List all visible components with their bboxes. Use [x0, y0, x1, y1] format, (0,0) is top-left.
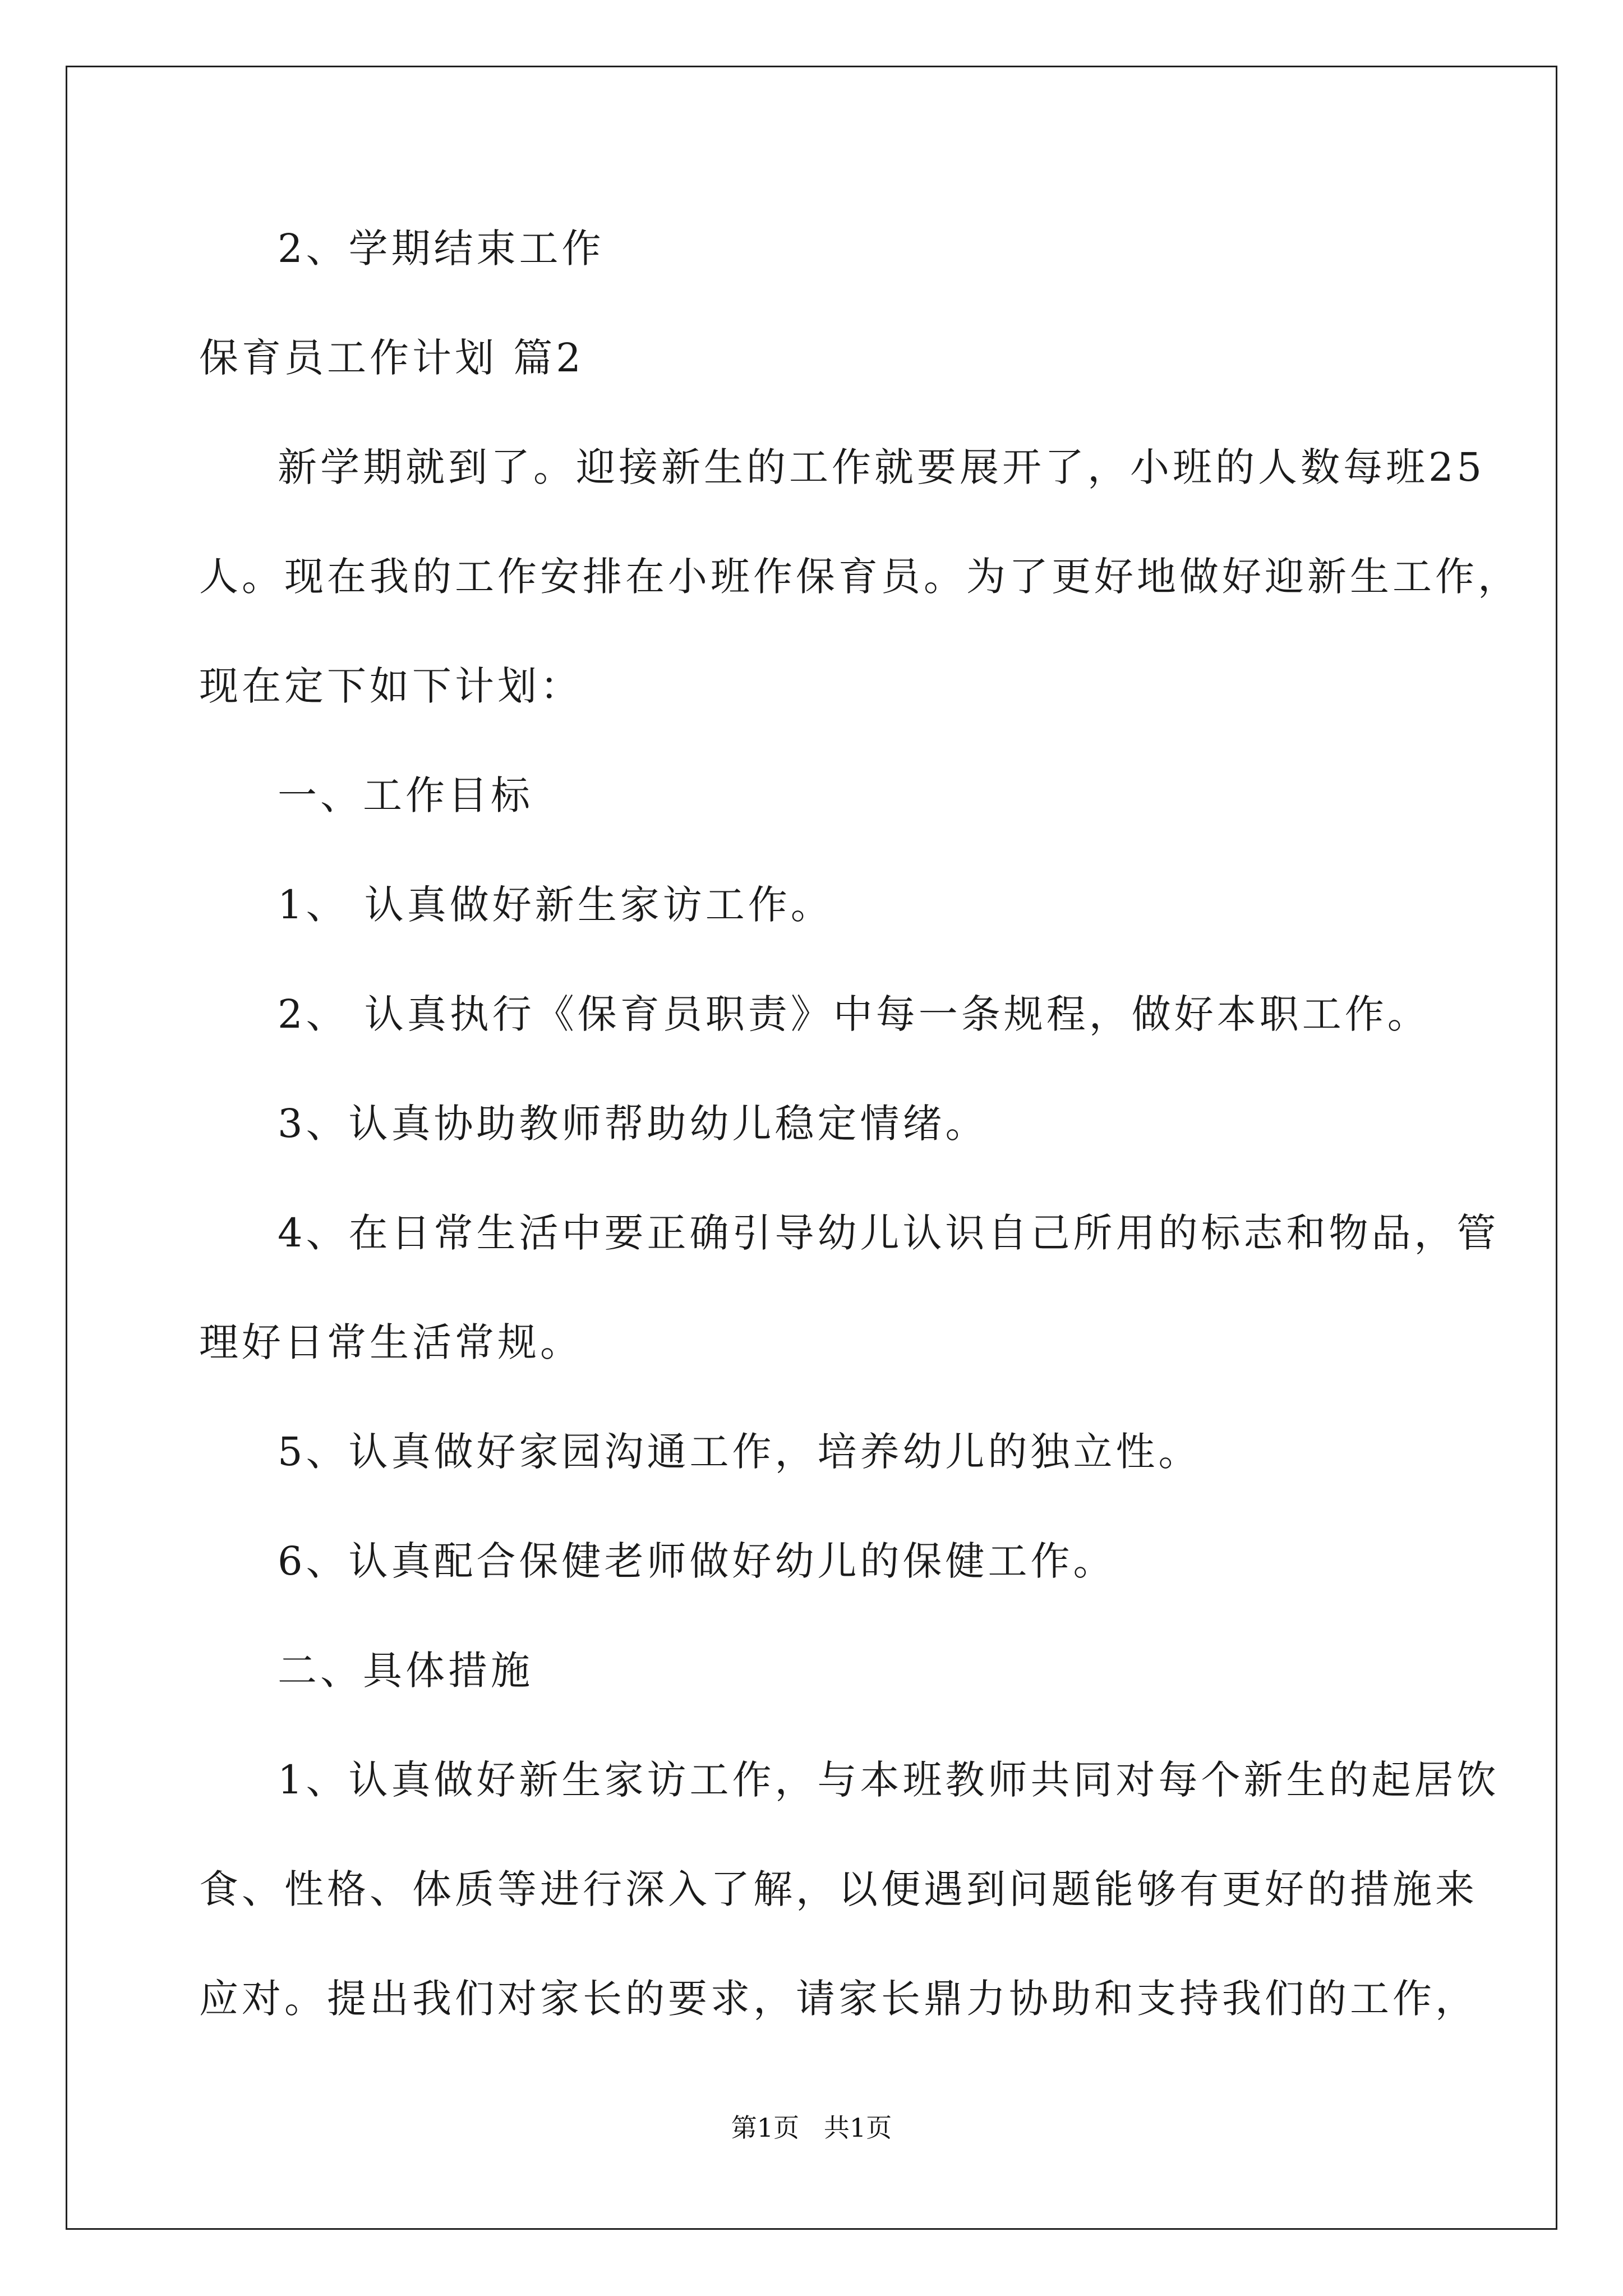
goal-item-2: 2、 认真执行《保育员职责》中每一条规程，做好本职工作。 [278, 991, 1430, 1037]
paragraph-intro-line-3: 现在定下如下计划： [199, 663, 583, 709]
page-footer: 第1页 共1页 [731, 2113, 892, 2143]
section-heading-measures: 二、具体措施 [278, 1648, 533, 1694]
goal-item-4-line-1: 4、在日常生活中要正确引导幼儿认识自己所用的标志和物品，管 [278, 1210, 1500, 1256]
article-heading: 保育员工作计划 篇2 [199, 335, 584, 381]
paragraph-intro-line-2: 人。现在我的工作安排在小班作保育员。为了更好地做好迎新生工作， [199, 554, 1520, 600]
measure-item-1-line-1: 1、认真做好新生家访工作，与本班教师共同对每个新生的起居饮 [278, 1757, 1500, 1803]
measure-item-1-line-3: 应对。提出我们对家长的要求，请家长鼎力协助和支持我们的工作， [199, 1976, 1478, 2022]
paragraph-intro-line-1: 新学期就到了。迎接新生的工作就要展开了，小班的人数每班25 [278, 444, 1486, 490]
section-heading-goals: 一、工作目标 [278, 772, 533, 818]
goal-item-6: 6、认真配合保健老师做好幼儿的保健工作。 [278, 1538, 1116, 1584]
goal-item-3: 3、认真协助教师帮助幼儿稳定情绪。 [278, 1101, 988, 1147]
goal-item-1: 1、 认真做好新生家访工作。 [278, 882, 833, 928]
goal-item-5: 5、认真做好家园沟通工作，培养幼儿的独立性。 [278, 1429, 1201, 1475]
goal-item-4-line-2: 理好日常生活常规。 [199, 1319, 583, 1365]
measure-item-1-line-2: 食、性格、体质等进行深入了解，以便遇到问题能够有更好的措施来 [199, 1866, 1478, 1912]
section-heading-semester-end: 2、学期结束工作 [278, 226, 605, 272]
